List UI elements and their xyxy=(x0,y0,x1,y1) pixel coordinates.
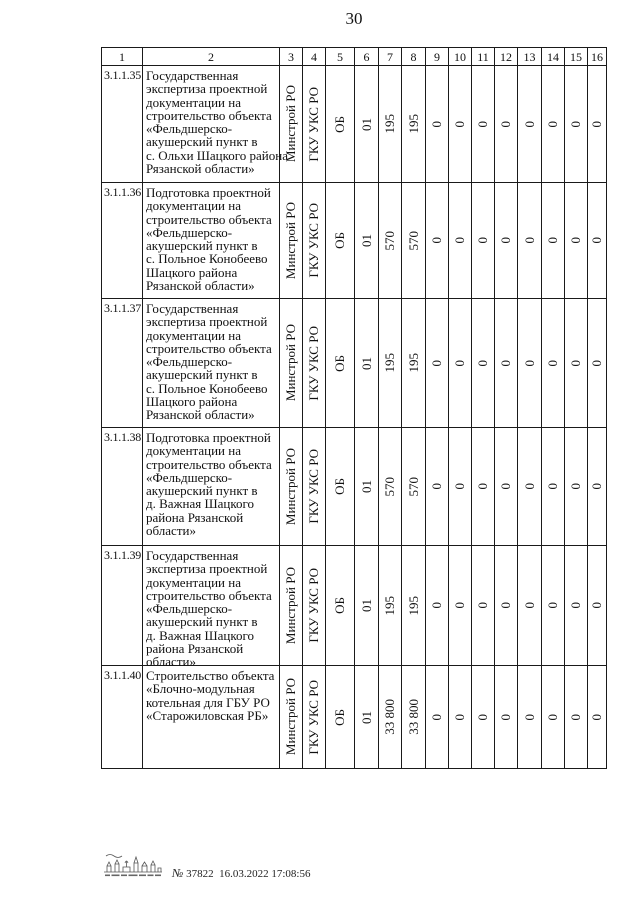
column-10-cell xyxy=(449,428,472,546)
column-11-value: 0 xyxy=(475,483,490,490)
column-4-value: ГКУ УКС РО xyxy=(306,86,321,162)
description-line: Шацкого района xyxy=(146,264,238,280)
column-12-cell xyxy=(495,66,518,183)
column-15-cell xyxy=(565,666,588,769)
column-10-cell xyxy=(449,299,472,428)
column-4-cell xyxy=(303,183,326,299)
column-10-cell xyxy=(449,66,472,183)
column-8-value: 33 800 xyxy=(405,699,421,735)
column-9-value: 0 xyxy=(429,602,444,609)
column-6-cell xyxy=(355,666,379,769)
description-line: котельная для ГБУ РО xyxy=(146,694,270,710)
column-12-value: 0 xyxy=(498,483,513,490)
column-15-value: 0 xyxy=(568,483,583,490)
description-line: документации на xyxy=(146,327,241,343)
column-7-cell xyxy=(379,299,402,428)
column-6-cell xyxy=(355,299,379,428)
column-8-cell xyxy=(402,546,426,666)
column-3-value: Минстрой РО xyxy=(283,324,298,402)
column-5-value: ОБ xyxy=(332,354,347,372)
column-3-cell xyxy=(280,183,303,299)
column-10-value: 0 xyxy=(452,237,467,244)
column-8-cell xyxy=(402,428,426,546)
column-14-value: 0 xyxy=(545,602,560,609)
column-11-value: 0 xyxy=(475,359,490,367)
column-9-cell xyxy=(426,183,449,299)
column-15-value: 0 xyxy=(568,120,583,128)
column-9-value: 0 xyxy=(429,237,444,244)
column-3-value: Минстрой РО xyxy=(283,201,298,280)
column-15-value: 0 xyxy=(568,237,583,244)
description-line: документации на xyxy=(146,574,241,590)
description-line: Государственная xyxy=(146,548,239,563)
column-8-value: 570 xyxy=(405,476,421,497)
column-7-cell xyxy=(379,66,402,183)
column-5-cell xyxy=(326,546,355,666)
header-cell-6: 6 xyxy=(355,48,379,66)
description-line: «Старожиловская РБ» xyxy=(146,707,269,723)
column-13-cell xyxy=(518,183,542,299)
description-line: экспертиза проектной xyxy=(146,561,268,577)
column-3-value: Минстрой РО xyxy=(283,566,298,645)
column-4-value: ГКУ УКС РО xyxy=(306,568,321,643)
header-cell-16: 16 xyxy=(588,48,607,66)
column-10-value: 0 xyxy=(452,713,467,721)
column-10-value: 0 xyxy=(452,483,467,490)
column-5-value: ОБ xyxy=(332,232,347,249)
column-14-value: 0 xyxy=(545,237,560,244)
column-11-cell xyxy=(472,66,495,183)
column-16-value: 0 xyxy=(589,120,604,128)
column-6-value: 01 xyxy=(358,117,374,131)
column-9-cell xyxy=(426,66,449,183)
column-9-value: 0 xyxy=(429,359,444,367)
header-cell-14: 14 xyxy=(542,48,565,66)
description-line: области» xyxy=(146,523,196,539)
column-12-cell xyxy=(495,666,518,769)
header-cell-10: 10 xyxy=(449,48,472,66)
column-5-value: ОБ xyxy=(332,708,347,726)
column-5-cell xyxy=(326,666,355,769)
description-cell xyxy=(143,546,280,670)
description-line: «Фельдшерско- xyxy=(146,354,233,370)
column-13-cell xyxy=(518,546,542,666)
description-line: Государственная xyxy=(146,68,239,83)
column-7-value: 195 xyxy=(382,114,397,134)
column-7-value: 570 xyxy=(382,476,397,497)
column-4-value: ГКУ УКС РО xyxy=(306,203,321,278)
column-15-cell xyxy=(565,66,588,183)
column-3-value: Минстрой РО xyxy=(283,678,298,756)
column-6-cell xyxy=(355,183,379,299)
column-15-value: 0 xyxy=(568,359,583,367)
column-4-cell xyxy=(303,66,326,183)
column-4-cell xyxy=(303,299,326,428)
column-4-value: ГКУ УКС РО xyxy=(306,449,321,524)
column-3-value: Минстрой РО xyxy=(283,85,298,163)
column-6-value: 01 xyxy=(358,710,374,724)
number-sign: № xyxy=(172,866,184,880)
description-line: акушерский пункт в xyxy=(146,238,258,254)
column-11-cell xyxy=(472,299,495,428)
column-9-value: 0 xyxy=(429,483,444,490)
column-16-cell xyxy=(588,299,607,428)
column-8-value: 570 xyxy=(405,230,421,251)
description-line: экспертиза проектной xyxy=(146,314,268,330)
page-number: 30 xyxy=(345,9,363,28)
description-line: района Рязанской xyxy=(146,509,244,525)
column-10-value: 0 xyxy=(452,602,467,609)
header-cell-12: 12 xyxy=(495,48,518,66)
column-16-value: 0 xyxy=(589,483,604,490)
column-4-value: ГКУ УКС РО xyxy=(306,325,321,401)
description-line: «Фельдшерско- xyxy=(146,224,233,240)
description-line: акушерский пункт в xyxy=(146,614,258,630)
column-7-value: 195 xyxy=(382,595,397,616)
column-7-cell xyxy=(379,183,402,299)
column-10-cell xyxy=(449,546,472,666)
column-6-value: 01 xyxy=(358,234,374,247)
column-5-cell xyxy=(326,299,355,428)
column-12-cell xyxy=(495,183,518,299)
registration-datetime: 16.03.2022 17:08:56 xyxy=(219,868,311,880)
column-16-value: 0 xyxy=(589,713,604,721)
description-line: акушерский пункт в xyxy=(146,367,258,383)
column-6-value: 01 xyxy=(358,480,374,493)
column-6-cell xyxy=(355,66,379,183)
column-10-cell xyxy=(449,666,472,769)
column-14-value: 0 xyxy=(545,359,560,367)
description-line: строительство объекта xyxy=(146,211,272,227)
column-4-cell xyxy=(303,546,326,666)
header-cell-15: 15 xyxy=(565,48,588,66)
column-13-cell xyxy=(518,428,542,546)
description-line: Государственная xyxy=(146,301,239,316)
header-cell-4: 4 xyxy=(303,48,326,66)
column-13-cell xyxy=(518,666,542,769)
data-table xyxy=(101,47,607,769)
column-5-cell xyxy=(326,66,355,183)
column-3-cell xyxy=(280,666,303,769)
column-5-value: ОБ xyxy=(332,597,347,614)
column-11-cell xyxy=(472,546,495,666)
item-code-cell: 3.1.1.39 xyxy=(102,546,143,666)
column-5-cell xyxy=(326,428,355,546)
description-line: «Фельдшерско- xyxy=(146,469,233,485)
column-4-value: ГКУ УКС РО xyxy=(306,679,321,755)
description-line: области» xyxy=(146,654,196,670)
header-cell-1: 1 xyxy=(102,48,143,66)
item-code-cell: 3.1.1.40 xyxy=(102,666,143,769)
description-line: документации на xyxy=(146,443,241,459)
header-cell-11: 11 xyxy=(472,48,495,66)
description-line: строительство объекта xyxy=(146,456,272,472)
column-12-value: 0 xyxy=(498,602,513,609)
description-line: д. Важная Шацкого xyxy=(146,627,254,643)
column-16-cell xyxy=(588,428,607,546)
column-8-cell xyxy=(402,66,426,183)
description-line: с. Польное Конобеево xyxy=(146,380,268,396)
column-12-cell xyxy=(495,428,518,546)
column-16-cell xyxy=(588,183,607,299)
column-16-cell xyxy=(588,546,607,666)
column-14-cell xyxy=(542,546,565,666)
column-10-cell xyxy=(449,183,472,299)
column-6-cell xyxy=(355,428,379,546)
header-cell-8: 8 xyxy=(402,48,426,66)
column-14-cell xyxy=(542,299,565,428)
item-code-cell: 3.1.1.36 xyxy=(102,183,143,299)
header-cell-13: 13 xyxy=(518,48,542,66)
column-7-cell xyxy=(379,546,402,666)
description-line: «Фельдшерско- xyxy=(146,121,233,137)
column-8-cell xyxy=(402,183,426,299)
header-cell-9: 9 xyxy=(426,48,449,66)
column-15-cell xyxy=(565,299,588,428)
header-cell-7: 7 xyxy=(379,48,402,66)
column-8-value: 195 xyxy=(405,353,421,373)
description-line: документации на xyxy=(146,198,241,214)
description-line: «Фельдшерско- xyxy=(146,601,233,617)
column-9-value: 0 xyxy=(429,713,444,721)
column-11-cell xyxy=(472,183,495,299)
description-line: Рязанской области» xyxy=(146,407,255,423)
column-14-cell xyxy=(542,183,565,299)
column-7-value: 195 xyxy=(382,353,397,373)
description-cell xyxy=(143,66,288,183)
description-cell xyxy=(143,183,280,299)
description-line: Рязанской области» xyxy=(146,161,255,177)
description-line: Подготовка проектной xyxy=(146,185,271,200)
description-line: Подготовка проектной xyxy=(146,430,271,445)
item-code-cell: 3.1.1.38 xyxy=(102,428,143,546)
description-line: Строительство объекта xyxy=(146,668,275,683)
column-8-value: 195 xyxy=(405,595,421,616)
column-7-value: 570 xyxy=(382,230,397,251)
column-5-cell xyxy=(326,183,355,299)
column-4-cell xyxy=(303,428,326,546)
column-4-cell xyxy=(303,666,326,769)
column-7-cell xyxy=(379,666,402,769)
column-11-value: 0 xyxy=(475,713,490,721)
column-16-cell xyxy=(588,66,607,183)
column-16-cell xyxy=(588,666,607,769)
description-line: Шацкого района xyxy=(146,394,238,410)
column-14-cell xyxy=(542,666,565,769)
column-7-value: 33 800 xyxy=(382,699,397,735)
column-9-cell xyxy=(426,428,449,546)
column-13-cell xyxy=(518,299,542,428)
description-line: Рязанской области» xyxy=(146,278,255,294)
column-13-value: 0 xyxy=(521,713,537,721)
column-14-cell xyxy=(542,66,565,183)
description-line: акушерский пункт в xyxy=(146,483,258,499)
column-14-cell xyxy=(542,428,565,546)
column-12-value: 0 xyxy=(498,359,513,367)
header-cell-5: 5 xyxy=(326,48,355,66)
description-line: с. Польное Конобеево xyxy=(146,251,268,267)
column-15-cell xyxy=(565,183,588,299)
description-line: документации на xyxy=(146,94,241,110)
column-13-value: 0 xyxy=(521,359,537,367)
column-12-cell xyxy=(495,299,518,428)
column-9-cell xyxy=(426,666,449,769)
column-5-value: ОБ xyxy=(332,478,347,495)
column-13-cell xyxy=(518,66,542,183)
description-line: с. Ольхи Шацкого района xyxy=(146,147,288,163)
header-cell-2: 2 xyxy=(143,48,280,66)
column-11-value: 0 xyxy=(475,120,490,128)
column-15-value: 0 xyxy=(568,602,583,609)
registration-stamp xyxy=(172,866,310,881)
description-line: района Рязанской xyxy=(146,641,244,657)
column-11-value: 0 xyxy=(475,602,490,609)
description-cell xyxy=(143,666,280,769)
description-cell xyxy=(143,428,280,546)
column-6-value: 01 xyxy=(358,356,374,370)
column-3-cell xyxy=(280,546,303,666)
column-12-value: 0 xyxy=(498,237,513,244)
column-12-value: 0 xyxy=(498,713,513,721)
description-line: строительство объекта xyxy=(146,340,272,356)
column-9-cell xyxy=(426,299,449,428)
column-13-value: 0 xyxy=(521,237,537,244)
description-cell xyxy=(143,299,280,428)
column-6-cell xyxy=(355,546,379,666)
column-16-value: 0 xyxy=(589,602,604,609)
column-11-cell xyxy=(472,428,495,546)
column-10-value: 0 xyxy=(452,120,467,128)
column-3-cell xyxy=(280,299,303,428)
column-3-value: Минстрой РО xyxy=(283,447,298,526)
description-line: строительство объекта xyxy=(146,107,272,123)
column-3-cell xyxy=(280,66,303,183)
column-16-value: 0 xyxy=(589,359,604,367)
column-7-cell xyxy=(379,428,402,546)
column-3-cell xyxy=(280,428,303,546)
item-code-cell: 3.1.1.37 xyxy=(102,299,143,428)
column-14-value: 0 xyxy=(545,713,560,721)
column-8-cell xyxy=(402,299,426,428)
description-line: д. Важная Шацкого xyxy=(146,496,254,512)
column-5-value: ОБ xyxy=(332,115,347,133)
column-6-value: 01 xyxy=(358,599,374,612)
column-13-value: 0 xyxy=(521,120,537,128)
column-9-cell xyxy=(426,546,449,666)
item-code-cell: 3.1.1.35 xyxy=(102,66,143,183)
column-9-value: 0 xyxy=(429,120,444,128)
column-12-value: 0 xyxy=(498,120,513,128)
registration-number: 37822 xyxy=(186,868,214,880)
column-8-value: 195 xyxy=(405,114,421,134)
column-10-value: 0 xyxy=(452,359,467,367)
header-cell-3: 3 xyxy=(280,48,303,66)
column-8-cell xyxy=(402,666,426,769)
description-line: экспертиза проектной xyxy=(146,81,268,97)
column-14-value: 0 xyxy=(545,120,560,128)
column-13-value: 0 xyxy=(521,602,537,609)
column-11-value: 0 xyxy=(475,237,490,244)
column-14-value: 0 xyxy=(545,483,560,490)
description-line: акушерский пункт в xyxy=(146,134,258,150)
column-15-cell xyxy=(565,546,588,666)
column-16-value: 0 xyxy=(589,237,604,244)
column-12-cell xyxy=(495,546,518,666)
description-line: строительство объекта xyxy=(146,587,272,603)
column-15-cell xyxy=(565,428,588,546)
column-13-value: 0 xyxy=(521,483,537,490)
emblem-icon xyxy=(100,851,166,882)
column-11-cell xyxy=(472,666,495,769)
column-15-value: 0 xyxy=(568,713,583,721)
description-line: «Блочно-модульная xyxy=(146,681,255,697)
